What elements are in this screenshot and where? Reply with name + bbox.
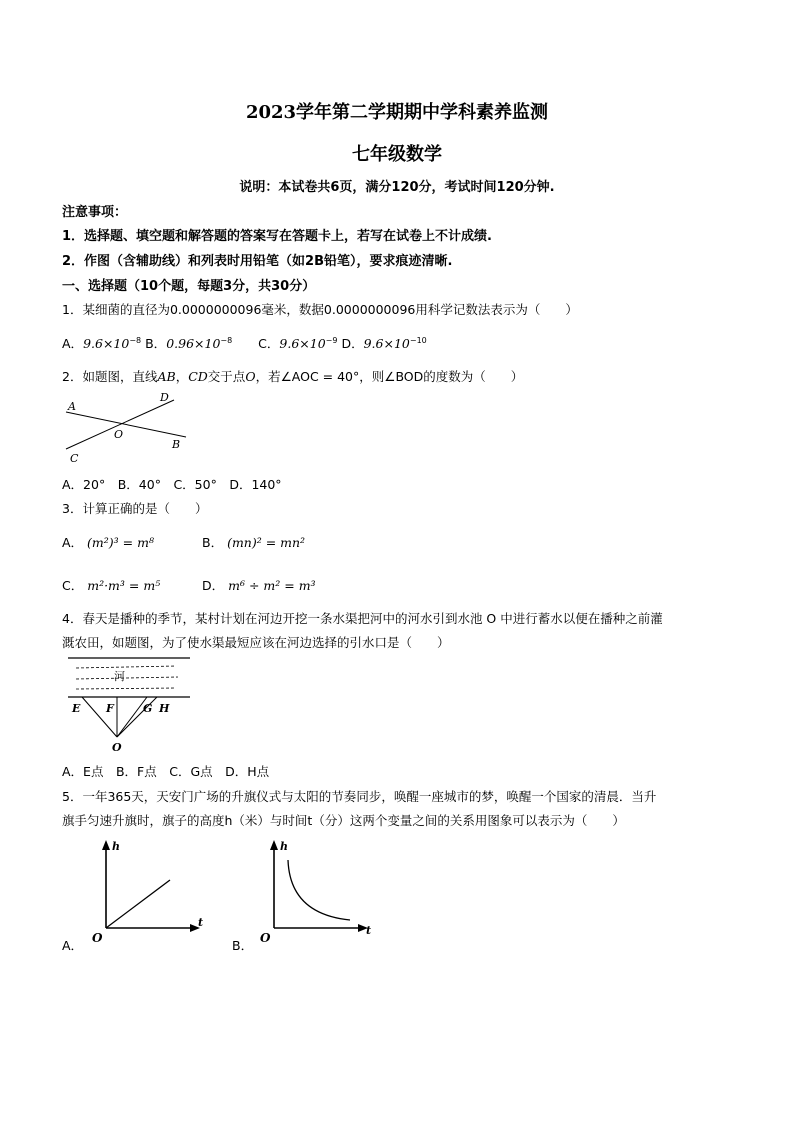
q3-option-c-expr: m²·m³ = m⁵ — [87, 578, 161, 593]
q3-option-c-label: C． — [62, 578, 84, 593]
question-4-options: A．E点 B．F点 C．G点 D．H点 — [62, 764, 270, 779]
graph-a-h-label: h — [112, 840, 120, 853]
q4-label-h: H — [159, 702, 170, 715]
q2-label-a: A — [68, 400, 76, 413]
q2-label-b: B — [172, 438, 181, 451]
q1-option-c-value: 9.6×10 — [279, 336, 326, 351]
q1-option-d-label: D． — [341, 336, 364, 351]
graph-a-t-label: t — [198, 916, 204, 929]
q2-line-cd: CD — [188, 369, 208, 384]
graph-b-h-label: h — [280, 840, 288, 853]
q2-line-cd-draw — [66, 400, 174, 449]
q1-option-d-value: 9.6×10 — [363, 336, 410, 351]
q3-option-d-expr: m⁶ ÷ m² = m³ — [228, 578, 316, 593]
q4-figure — [62, 653, 194, 755]
question-4-stem-line1: 4．春天是播种的季节，某村计划在河边开挖一条水渠把河中的河水引到水池 O 中进行蓄水以便在播种之前灌 — [62, 611, 663, 626]
exam-instructions: 说明：本试卷共6页，满分120分，考试时间120分钟. — [239, 180, 555, 195]
q1-option-b-value: 0.96×10 — [166, 336, 221, 351]
question-2-stem — [62, 367, 523, 385]
q3-option-c — [62, 576, 160, 594]
river-wave-2 — [76, 677, 178, 679]
q4-label-o: O — [112, 741, 122, 754]
q2-stem-part: 2．如题图，直线 — [62, 369, 158, 384]
graph-b-y-arrow — [270, 840, 278, 850]
q3-option-a-expr: (m²)³ = m⁸ — [87, 535, 154, 550]
q1-option-a-label: A． — [62, 336, 84, 351]
q3-option-b-expr: (mn)² = mn² — [227, 535, 306, 550]
graph-b-curve — [288, 860, 350, 920]
question-5-stem-line1: 5．一年365天，天安门广场的升旗仪式与太阳的节奏同步，唤醒一座城市的梦，唤醒一个国家的清晨．当升 — [62, 789, 657, 804]
river-wave-3 — [76, 688, 176, 689]
q1-option-b-label: B． — [145, 336, 167, 351]
q3-option-b — [202, 533, 305, 551]
q2-stem-part: ， — [175, 369, 189, 384]
q1-option-b-exp: −8 — [220, 335, 233, 345]
q2-label-o: O — [114, 428, 124, 441]
q5-option-b-label: B． — [232, 938, 254, 953]
question-1-stem: 1．某细菌的直径为0.0000000096毫米，数据0.0000000096用科学记数法表示为（ ） — [62, 302, 578, 317]
section-heading: 一、选择题（10个题，每题3分，共30分） — [62, 279, 316, 294]
river-wave-1 — [76, 666, 176, 668]
q4-label-e: E — [72, 702, 81, 715]
graph-a-o-label: O — [92, 931, 103, 945]
q3-option-b-label: B． — [202, 535, 224, 550]
q1-option-c-label: C． — [258, 336, 280, 351]
q2-point-o: O — [245, 369, 256, 384]
q1-option-a-value: 9.6×10 — [83, 336, 130, 351]
note-item-2: 2．作图（含辅助线）和列表时用铅笔（如2B铅笔），要求痕迹清晰. — [62, 254, 453, 269]
river-label: 河 — [114, 670, 125, 683]
notes-heading: 注意事项： — [62, 205, 128, 220]
q2-stem-part: ，若∠AOC = 40°，则∠BOD的度数为（ ） — [255, 369, 524, 384]
q4-label-g: G — [143, 702, 153, 715]
q2-label-c: C — [70, 452, 79, 464]
question-1-options — [62, 334, 427, 352]
question-2-options: A．20° B．40° C．50° D．140° — [62, 477, 282, 492]
q1-option-c-exp: −9 — [325, 335, 338, 345]
page-subtitle: 七年级数学 — [352, 144, 442, 165]
q5-graph-a — [88, 836, 212, 946]
graph-a-line — [106, 880, 170, 928]
q2-stem-part: 交于点 — [207, 369, 246, 384]
question-3-stem: 3．计算正确的是（ ） — [62, 501, 208, 516]
question-4-stem-line2: 溉农田，如题图，为了使水渠最短应该在河边选择的引水口是（ ） — [62, 635, 450, 650]
q2-line-ab-draw — [66, 412, 186, 437]
q3-option-d — [202, 576, 316, 594]
graph-b-o-label: O — [260, 931, 271, 945]
q1-option-d-exp: −10 — [409, 335, 427, 345]
q4-label-f: F — [106, 702, 114, 715]
note-item-1: 1．选择题、填空题和解答题的答案写在答题卡上，若写在试卷上不计成绩. — [62, 229, 492, 244]
q5-graph-b — [256, 836, 380, 946]
q2-figure — [62, 388, 192, 464]
graph-b-t-label: t — [366, 924, 372, 937]
q3-option-d-label: D． — [202, 578, 225, 593]
q3-option-a — [62, 533, 154, 551]
q5-option-a-label: A． — [62, 938, 84, 953]
graph-a-y-arrow — [102, 840, 110, 850]
q3-option-a-label: A． — [62, 535, 84, 550]
question-5-stem-line2: 旗手匀速升旗时，旗子的高度h（米）与时间t（分）这两个变量之间的关系用图象可以表示为（ ） — [62, 813, 625, 828]
q1-option-a-exp: −8 — [129, 335, 142, 345]
page-title: 2023学年第二学期期中学科素养监测 — [245, 102, 549, 123]
q2-label-d: D — [160, 391, 169, 404]
q2-line-ab: AB — [157, 369, 176, 384]
